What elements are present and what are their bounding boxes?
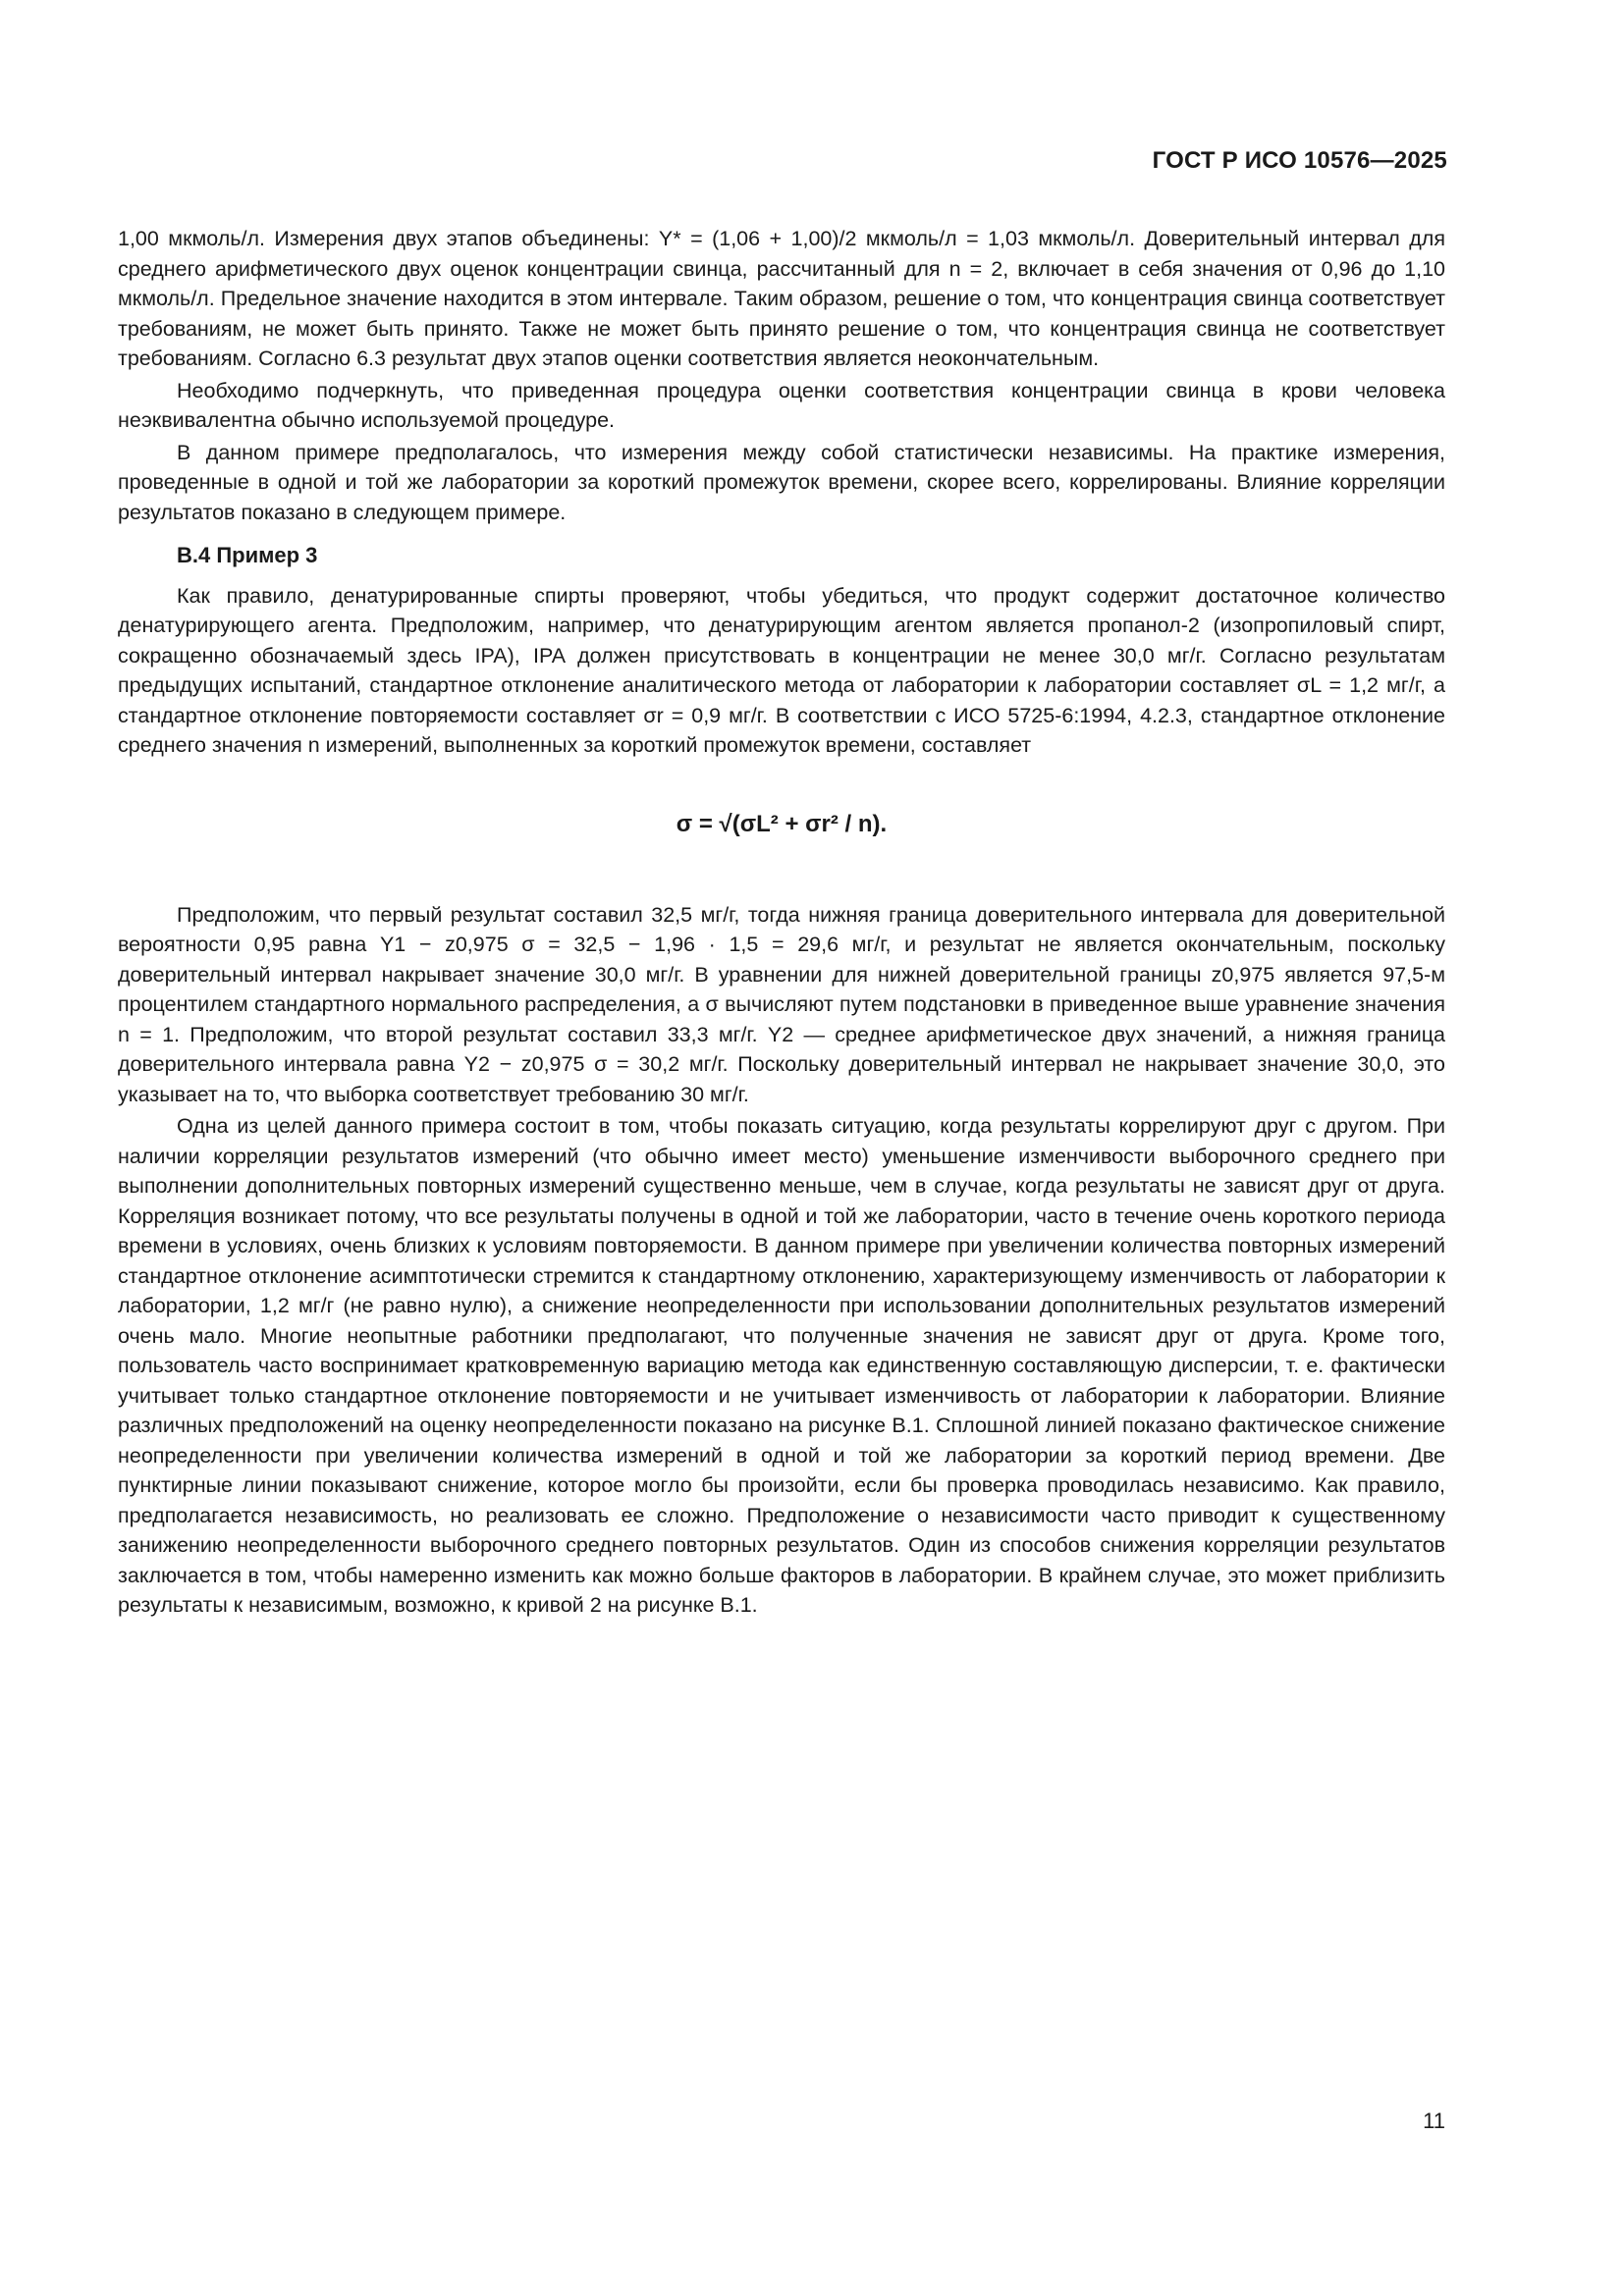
formula [118,796,1445,855]
paragraph-5: Предположим, что первый результат составил 32,5 мг/г, тогда нижняя граница доверительного интервала для доверительной вероятности 0,95 равна Y1 − z0,975 σ = 32,5 − 1,96 · 1,5 = 29,6 мг/г, и результат не является окончательным, поскольку доверительный интервал накрывает значение 30,0 мг/г. В уравнении для нижней доверительной границы z0,975 является 97,5-м процентилем стандартного нормального распределения, а σ вычисляют путем подстановки в приведенное выше уравнение значения n = 1. Предположим, что второй результат составил 33,3 мг/г. Y2 — среднее арифметическое двух значений, а нижняя граница доверительного интервала равна Y2 − z0,975 σ = 30,2 мг/г. Поскольку доверительный интервал не накрывает значение 30,0, это указывает на то, что выборка соответствует требованию 30 мг/г. [118,902,1445,1106]
page-number: 11 [1423,2109,1445,2133]
paragraph-1: 1,00 мкмоль/л. Измерения двух этапов объединены: Y* = (1,06 + 1,00)/2 мкмоль/л = 1,03 мкмоль/л. Доверительный интервал для среднего арифметического двух оценок концентрации свинца, рассчитанный для n = 2, включает в себя значения от 0,96 до 1,10 мкмоль/л. Предельное значение находится в этом интервале. Таким образом, решение о том, что концентрация свинца соответствует требованиям, не может быть принято. Также не может быть принято решение о том, что концентрация свинца не соответствует требованиям. Согласно 6.3 результат двух этапов оценки соответствия является неокончательным. [118,227,1445,370]
document-body [118,224,1445,1621]
document-header: ГОСТ Р ИСО 10576—2025 [1152,147,1447,174]
paragraph-6: Одна из целей данного примера состоит в том, чтобы показать ситуацию, когда результаты коррелируют друг с другом. При наличии корреляции результатов измерений (что обычно имеет место) уменьшение изменчивости выборочного среднего при выполнении дополнительных повторных измерений существенно меньше, чем в случае, когда результаты не зависят друг от друга. Корреляция возникает потому, что все результаты получены в одной и той же лаборатории, часто в течение очень короткого периода времени в условиях, очень близких к условиям повторяемости. В данном примере при увеличении количества повторных измерений стандартное отклонение асимптотически стремится к стандартному отклонению, характеризующему изменчивость от лаборатории к лаборатории, 1,2 мг/г (не равно нулю), а снижение неопределенности при использовании дополнительных результатов измерений очень мало. Многие неопытные работники предполагают, что полученные значения не зависят друг от друга. Кроме того, пользователь часто воспринимает кратковременную вариацию метода как единственную составляющую дисперсии, т. е. фактически учитывает только стандартное отклонение повторяемости и не учитывает изменчивость от лаборатории к лаборатории. Влияние различных предположений на оценку неопределенности показано на рисунке B.1. Сплошной линией показано фактическое снижение неопределенности при увеличении количества измерений в одной и той же лаборатории за короткий период времени. Две пунктирные линии показывают снижение, которое могло бы произойти, если бы проверка проводилась независимо. Как правило, предполагается независимость, но реализовать ее сложно. Предположение о независимости часто приводит к существенному занижению неопределенности выборочного среднего повторных результатов. Один из способов снижения корреляции результатов заключается в том, чтобы намеренно изменить как можно больше факторов в лаборатории. В крайнем случае, это может приблизить результаты к независимым, возможно, к кривой 2 на рисунке B.1. [118,1114,1445,1617]
paragraph-3: В данном примере предполагалось, что измерения между собой статистически независимы. На практике измерения, проведенные в одной и той же лаборатории за короткий промежуток времени, скорее всего, коррелированы. Влияние корреляции результатов показано в следующем примере. [118,440,1445,524]
formula-text: σ = √(σL² + σr² / n). [676,811,888,838]
paragraph-4: Как правило, денатурированные спирты проверяют, чтобы убедиться, что продукт содержит достаточное количество денатурирующего агента. Предположим, например, что денатурирующим агентом является пропанол-2 (изопропиловый спирт, сокращенно обозначаемый здесь IPA), IPA должен присутствовать в концентрации не менее 30,0 мг/г. Согласно результатам предыдущих испытаний, стандартное отклонение аналитического метода от лаборатории к лаборатории составляет σL = 1,2 мг/г, а стандартное отклонение повторяемости составляет σr = 0,9 мг/г. В соответствии с ИСО 5725-6:1994, 4.2.3, стандартное отклонение среднего значения n измерений, выполненных за короткий промежуток времени, составляет [118,583,1445,757]
paragraph-2: Необходимо подчеркнуть, что приведенная процедура оценки соответствия концентрации свинца в крови человека неэквивалентна обычно используемой процедуре. [118,378,1445,432]
section-heading: B.4 Пример 3 [177,543,318,567]
